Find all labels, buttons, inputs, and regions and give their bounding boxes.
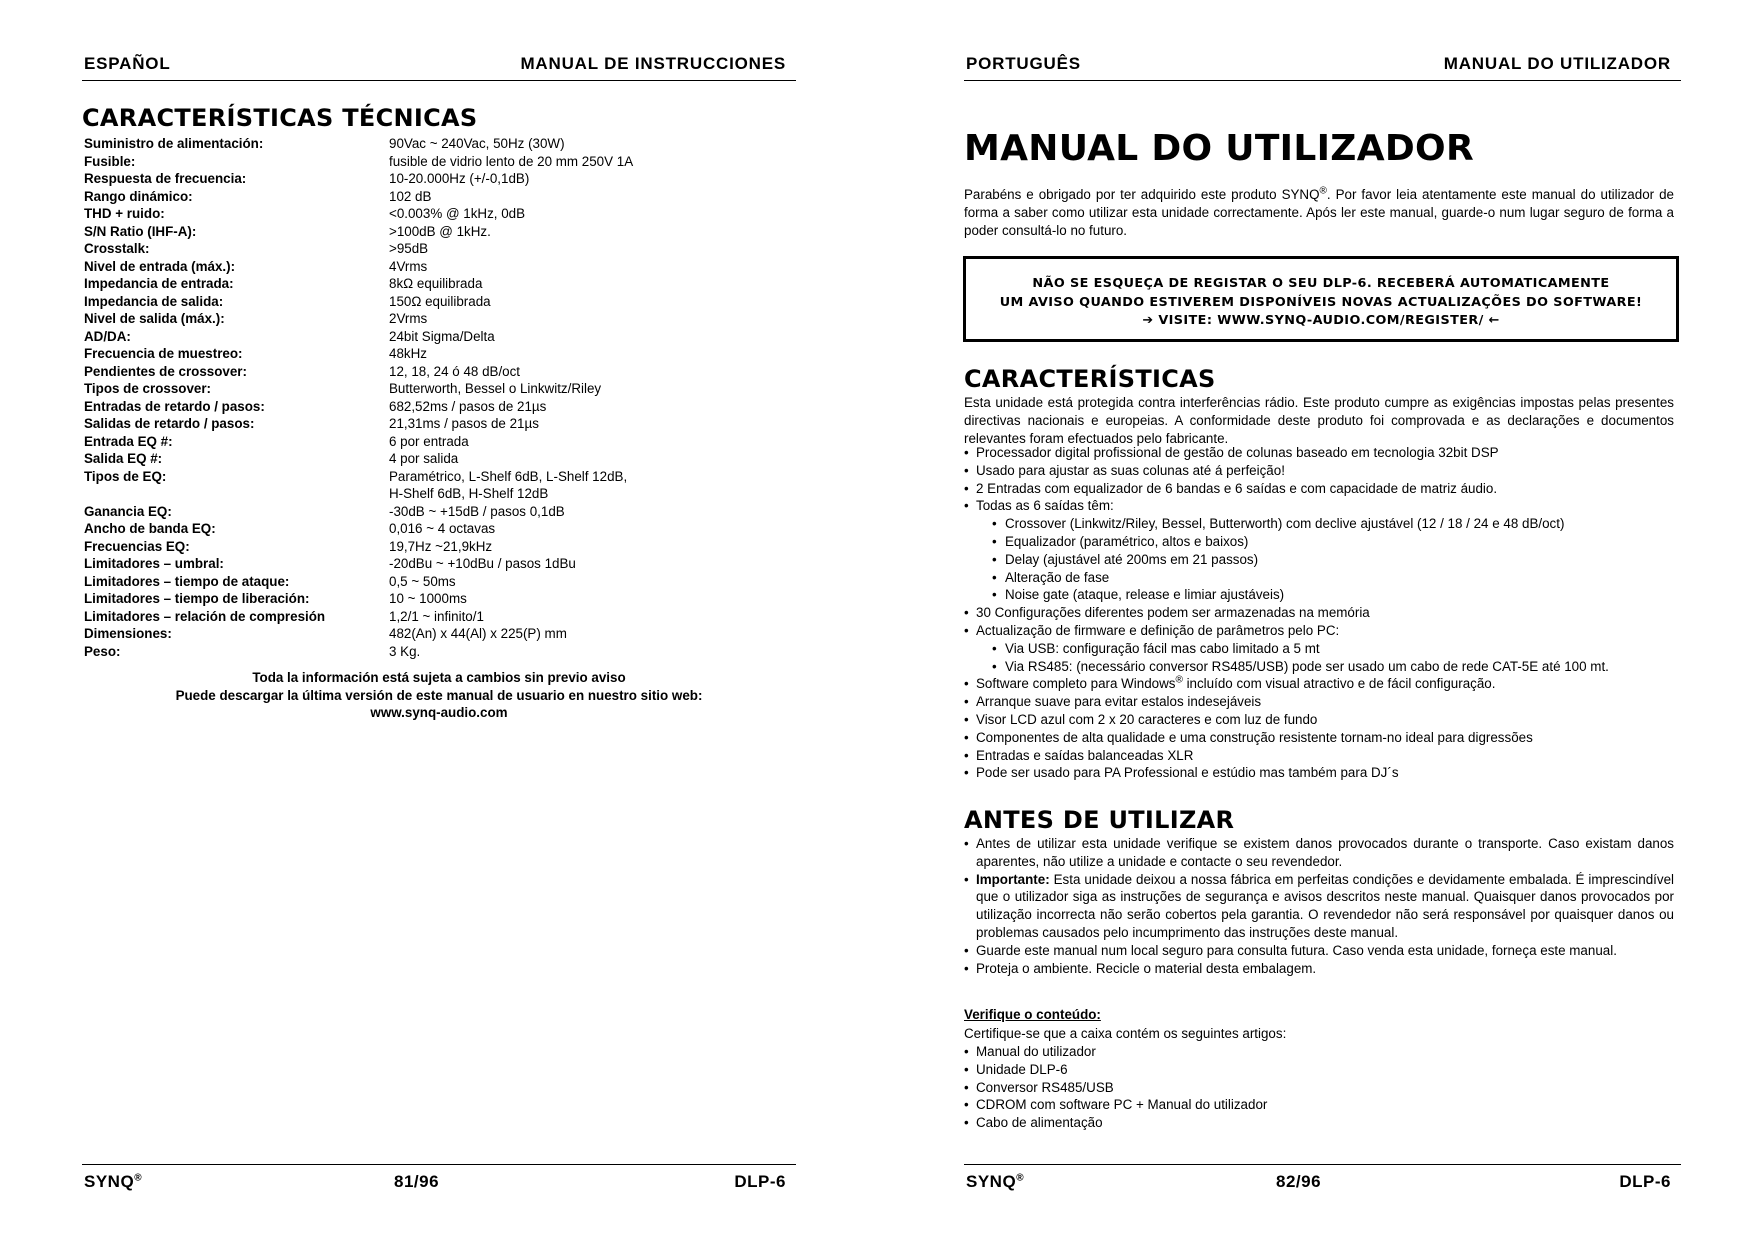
registered-mark: ® xyxy=(134,1172,143,1184)
header-manual-title: MANUAL DE INSTRUCCIONES xyxy=(520,54,786,73)
spec-row xyxy=(84,415,784,433)
spec-list xyxy=(84,135,784,660)
spec-label: Limitadores – tiempo de liberación: xyxy=(84,591,310,606)
spec-row xyxy=(84,293,784,311)
spec-value: 102 dB xyxy=(389,188,432,204)
list-item: • Usado para ajustar as suas colunas até á perfeição! xyxy=(964,462,1674,480)
spec-value: 0,5 ~ 50ms xyxy=(389,573,456,589)
spec-value: <0.003% @ 1kHz, 0dB xyxy=(389,206,526,221)
arrow-left-icon: ← xyxy=(1488,313,1500,328)
list-item: • Processador digital profissional de gestão de colunas baseado em tecnologia 32bit DSP xyxy=(964,444,1674,462)
page-left xyxy=(0,0,877,1240)
list-item: • Manual do utilizador xyxy=(964,1043,1674,1061)
notice-line: Puede descargar la última versión de este manual de usuario en nuestro sitio web: xyxy=(175,687,703,703)
spec-row xyxy=(84,310,784,328)
list-item: • Unidade DLP-6 xyxy=(964,1061,1674,1079)
spec-row xyxy=(84,328,784,346)
spec-value: 150Ω equilibrada xyxy=(389,293,491,309)
spec-label: Rango dinámico: xyxy=(84,188,193,204)
spec-value: -20dBu ~ +10dBu / pasos 1dBu xyxy=(389,556,576,571)
spec-row xyxy=(84,345,784,363)
spec-row xyxy=(84,275,784,293)
list-item: • Visor LCD azul com 2 x 20 caracteres e com luz de fundo xyxy=(964,711,1674,729)
spec-row xyxy=(84,608,784,626)
spec-row xyxy=(84,468,784,503)
spec-row xyxy=(84,205,784,223)
notice-line: Toda la información está sujeta a cambios sin previo aviso xyxy=(252,670,626,685)
spec-value: >95dB xyxy=(389,241,429,256)
spec-label: Limitadores – tiempo de ataque: xyxy=(84,573,290,589)
sub-list-item: • Crossover (Linkwitz/Riley, Bessel, Butterworth) com declive ajustável (12 / 18 / 24 e 48 dB/oct) xyxy=(964,515,1674,533)
list-item: • Entradas e saídas balanceadas XLR xyxy=(964,747,1674,765)
spec-value: 682,52ms / pasos de 21µs xyxy=(389,398,547,414)
spec-label: Impedancia de salida: xyxy=(84,293,224,309)
header-language: PORTUGUÊS xyxy=(966,54,1081,73)
section-title-specs: CARACTERÍSTICAS TÉCNICAS xyxy=(82,104,478,132)
spec-row xyxy=(84,258,784,276)
page-number: 82/96 xyxy=(1276,1172,1322,1191)
page-header xyxy=(82,52,796,81)
list-item: • Arranque suave para evitar estalos indesejáveis xyxy=(964,693,1674,711)
spec-row xyxy=(84,503,784,521)
registered-mark: ® xyxy=(1016,1172,1025,1184)
contents-list xyxy=(964,1043,1674,1132)
spec-label: S/N Ratio (IHF-A): xyxy=(84,223,197,239)
spec-label: Ancho de banda EQ: xyxy=(84,521,216,536)
list-item: • Antes de utilizar esta unidade verifique se existem danos provocados durante o transporte. Caso existam danos aparentes, não utilize a unidade e contacte o seu revendedor. xyxy=(964,835,1674,871)
spec-label: Tipos de EQ: xyxy=(84,468,167,484)
spec-value: 4Vrms xyxy=(389,258,428,274)
spec-label: THD + ruido: xyxy=(84,206,165,221)
notice-block xyxy=(82,669,796,722)
header-manual-title: MANUAL DO UTILIZADOR xyxy=(1443,54,1671,73)
spec-value: 10 ~ 1000ms xyxy=(389,591,467,606)
spec-row xyxy=(84,625,784,643)
spec-row xyxy=(84,433,784,451)
list-item: • Componentes de alta qualidade e uma construção resistente tornam-no ideal para digressões xyxy=(964,729,1674,747)
list-item: • 30 Configurações diferentes podem ser armazenadas na memória xyxy=(964,604,1674,622)
spec-value: 482(An) x 44(Al) x 225(P) mm xyxy=(389,626,567,641)
spec-label: Salidas de retardo / pasos: xyxy=(84,416,255,431)
list-item: • Cabo de alimentação xyxy=(964,1114,1674,1132)
footer-model: DLP-6 xyxy=(734,1172,786,1191)
spec-label: Dimensiones: xyxy=(84,626,172,641)
section-title-before-use: ANTES DE UTILIZAR xyxy=(964,806,1235,834)
register-line: NÃO SE ESQUEÇA DE REGISTAR O SEU DLP-6. RECEBERÁ AUTOMATICAMENTE xyxy=(1032,276,1610,291)
list-item: • Importante: Esta unidade deixou a nossa fábrica em perfeitas condições e devidamente embalada. É imprescindível que o utilizador siga as instruções de segurança e avisos descritos neste manual. Quaisquer danos provocados por utilização incorrecta não serão cobertos pela garantia. O revendedor não será responsável por quaisquer danos ou problemas causados pelo incumprimento das instruções deste manual. xyxy=(964,871,1674,942)
features-intro: Esta unidade está protegida contra interferências rádio. Este produto cumpre as exigências impostas pelas presentes directivas nacionais e europeias. A conformidade deste produto foi comprovada e as declarações e documentos relevantes foram efectuados pelo fabricante. xyxy=(964,395,1674,446)
page-footer xyxy=(82,1164,796,1195)
sub-list-item: • Via RS485: (necessário conversor RS485/USB) pode ser usado um cabo de rede CAT-5E até 100 mt. xyxy=(964,658,1674,676)
spec-value: 21,31ms / pasos de 21µs xyxy=(389,416,539,431)
spec-value: 1,2/1 ~ infinito/1 xyxy=(389,608,484,624)
register-line: UM AVISO QUANDO ESTIVEREM DISPONÍVEIS NOVAS ACTUALIZAÇÕES DO SOFTWARE! xyxy=(999,294,1643,310)
spec-label: Entradas de retardo / pasos: xyxy=(84,398,265,414)
list-item: • Software completo para Windows® incluído com visual atractivo e de fácil configuração. xyxy=(964,675,1674,693)
register-notice-box xyxy=(963,256,1679,342)
page-footer xyxy=(964,1164,1681,1195)
spec-value: 48kHz xyxy=(389,346,427,361)
sub-list-item: • Equalizador (paramétrico, altos e baixos) xyxy=(964,533,1674,551)
spec-label: Nivel de salida (máx.): xyxy=(84,311,225,326)
spec-row xyxy=(84,380,784,398)
registered-mark: ® xyxy=(1175,674,1183,686)
spec-value: 12, 18, 24 ó 48 dB/oct xyxy=(389,363,521,379)
spec-value: 8kΩ equilibrada xyxy=(389,276,483,291)
spec-value: Butterworth, Bessel o Linkwitz/Riley xyxy=(389,381,602,396)
spec-row xyxy=(84,573,784,591)
spec-value: 3 Kg. xyxy=(389,643,421,659)
list-item: • Pode ser usado para PA Professional e estúdio mas também para DJ´s xyxy=(964,764,1674,782)
footer-brand: SYNQ® xyxy=(966,1172,1025,1191)
website-link[interactable]: www.synq-audio.com xyxy=(370,705,508,720)
spec-value: 10-20.000Hz (+/-0,1dB) xyxy=(389,171,530,186)
spec-row xyxy=(84,590,784,608)
spec-value: -30dB ~ +15dB / pasos 0,1dB xyxy=(389,503,565,519)
section-title-features: CARACTERÍSTICAS xyxy=(964,365,1216,393)
spec-label: Fusible: xyxy=(84,153,136,169)
sub-list-item: • Alteração de fase xyxy=(964,569,1674,587)
sub-list-item: • Via USB: configuração fácil mas cabo limitado a 5 mt xyxy=(964,640,1674,658)
spec-value: 2Vrms xyxy=(389,311,428,326)
list-item: • Actualização de firmware e definição de parâmetros pelo PC: xyxy=(964,622,1674,640)
spec-value: 6 por entrada xyxy=(389,433,469,449)
spec-value: fusible de vidrio lento de 20 mm 250V 1A xyxy=(389,153,634,169)
spec-row xyxy=(84,398,784,416)
register-link-line[interactable] xyxy=(966,312,1676,331)
spec-row xyxy=(84,363,784,381)
list-item: • Conversor RS485/USB xyxy=(964,1079,1674,1097)
spec-value: 24bit Sigma/Delta xyxy=(389,328,495,344)
spec-label: Impedancia de entrada: xyxy=(84,276,234,291)
header-language: ESPAÑOL xyxy=(84,54,171,73)
spec-row xyxy=(84,520,784,538)
spec-value: 0,016 ~ 4 octavas xyxy=(389,521,496,536)
list-item: • Proteja o ambiente. Recicle o material desta embalagem. xyxy=(964,960,1674,978)
check-contents-intro: Certifique-se que a caixa contém os seguintes artigos: xyxy=(964,1026,1287,1041)
spec-label: Respuesta de frecuencia: xyxy=(84,171,247,186)
spec-row xyxy=(84,170,784,188)
spec-label: Nivel de entrada (máx.): xyxy=(84,258,236,274)
sub-list-item: • Delay (ajustável até 200ms em 21 passos) xyxy=(964,551,1674,569)
spec-value: 19,7Hz ~21,9kHz xyxy=(389,538,493,554)
spec-label: Ganancia EQ: xyxy=(84,503,172,519)
important-label: Importante: xyxy=(976,871,1050,887)
page-header xyxy=(964,52,1681,81)
spec-row xyxy=(84,223,784,241)
page-title: MANUAL DO UTILIZADOR xyxy=(964,128,1474,169)
spec-row xyxy=(84,240,784,258)
spec-label: Limitadores – relación de compresión xyxy=(84,608,326,624)
spec-label: Pendientes de crossover: xyxy=(84,363,247,379)
spec-label: Entrada EQ #: xyxy=(84,433,173,449)
spec-row xyxy=(84,643,784,661)
list-item: • Guarde este manual num local seguro para consulta futura. Caso venda esta unidade, forneça este manual. xyxy=(964,942,1674,960)
page-number: 81/96 xyxy=(394,1172,440,1191)
intro-paragraph: Parabéns e obrigado por ter adquirido este produto SYNQ®. Por favor leia atentamente este manual do utilizador de forma a saber como utilizar esta unidade correctamente. Após ler este manual, guarde-o num lugar seguro de forma a poder consultá-lo no futuro. xyxy=(964,185,1674,238)
spec-label: Suministro de alimentación: xyxy=(84,136,264,151)
spec-value: 90Vac ~ 240Vac, 50Hz (30W) xyxy=(389,136,565,151)
footer-brand: SYNQ® xyxy=(84,1172,143,1191)
spec-row xyxy=(84,153,784,171)
spec-label: Frecuencia de muestreo: xyxy=(84,346,243,361)
spec-row xyxy=(84,135,784,153)
spec-label: Tipos de crossover: xyxy=(84,381,212,396)
registered-mark: ® xyxy=(1319,185,1327,197)
spec-row xyxy=(84,538,784,556)
register-url[interactable]: VISITE: WWW.SYNQ-AUDIO.COM/REGISTER/ xyxy=(1158,313,1484,328)
spec-row xyxy=(84,188,784,206)
spec-label: Frecuencias EQ: xyxy=(84,538,190,554)
spec-value: 4 por salida xyxy=(389,451,459,466)
spec-value: Paramétrico, L-Shelf 6dB, L-Shelf 12dB, H-Shelf 6dB, H-Shelf 12dB xyxy=(389,468,628,501)
list-item: • CDROM com software PC + Manual do utilizador xyxy=(964,1096,1674,1114)
sub-list-item: • Noise gate (ataque, release e limiar ajustáveis) xyxy=(964,586,1674,604)
spec-label: AD/DA: xyxy=(84,328,131,344)
spec-label: Limitadores – umbral: xyxy=(84,556,224,571)
features-list xyxy=(964,444,1674,782)
spec-label: Crosstalk: xyxy=(84,241,150,256)
check-contents-heading: Verifique o conteúdo: xyxy=(964,1007,1101,1022)
spec-row xyxy=(84,555,784,573)
spec-row xyxy=(84,450,784,468)
arrow-right-icon: ➔ xyxy=(1142,313,1154,328)
page-right xyxy=(877,0,1754,1240)
spec-value: >100dB @ 1kHz. xyxy=(389,223,491,239)
list-item: • 2 Entradas com equalizador de 6 bandas e 6 saídas e com capacidade de matriz áudio. xyxy=(964,480,1674,498)
footer-model: DLP-6 xyxy=(1619,1172,1671,1191)
list-item: • Todas as 6 saídas têm: xyxy=(964,497,1674,515)
before-use-list xyxy=(964,835,1674,977)
spec-label: Salida EQ #: xyxy=(84,451,163,466)
spec-label: Peso: xyxy=(84,643,121,659)
